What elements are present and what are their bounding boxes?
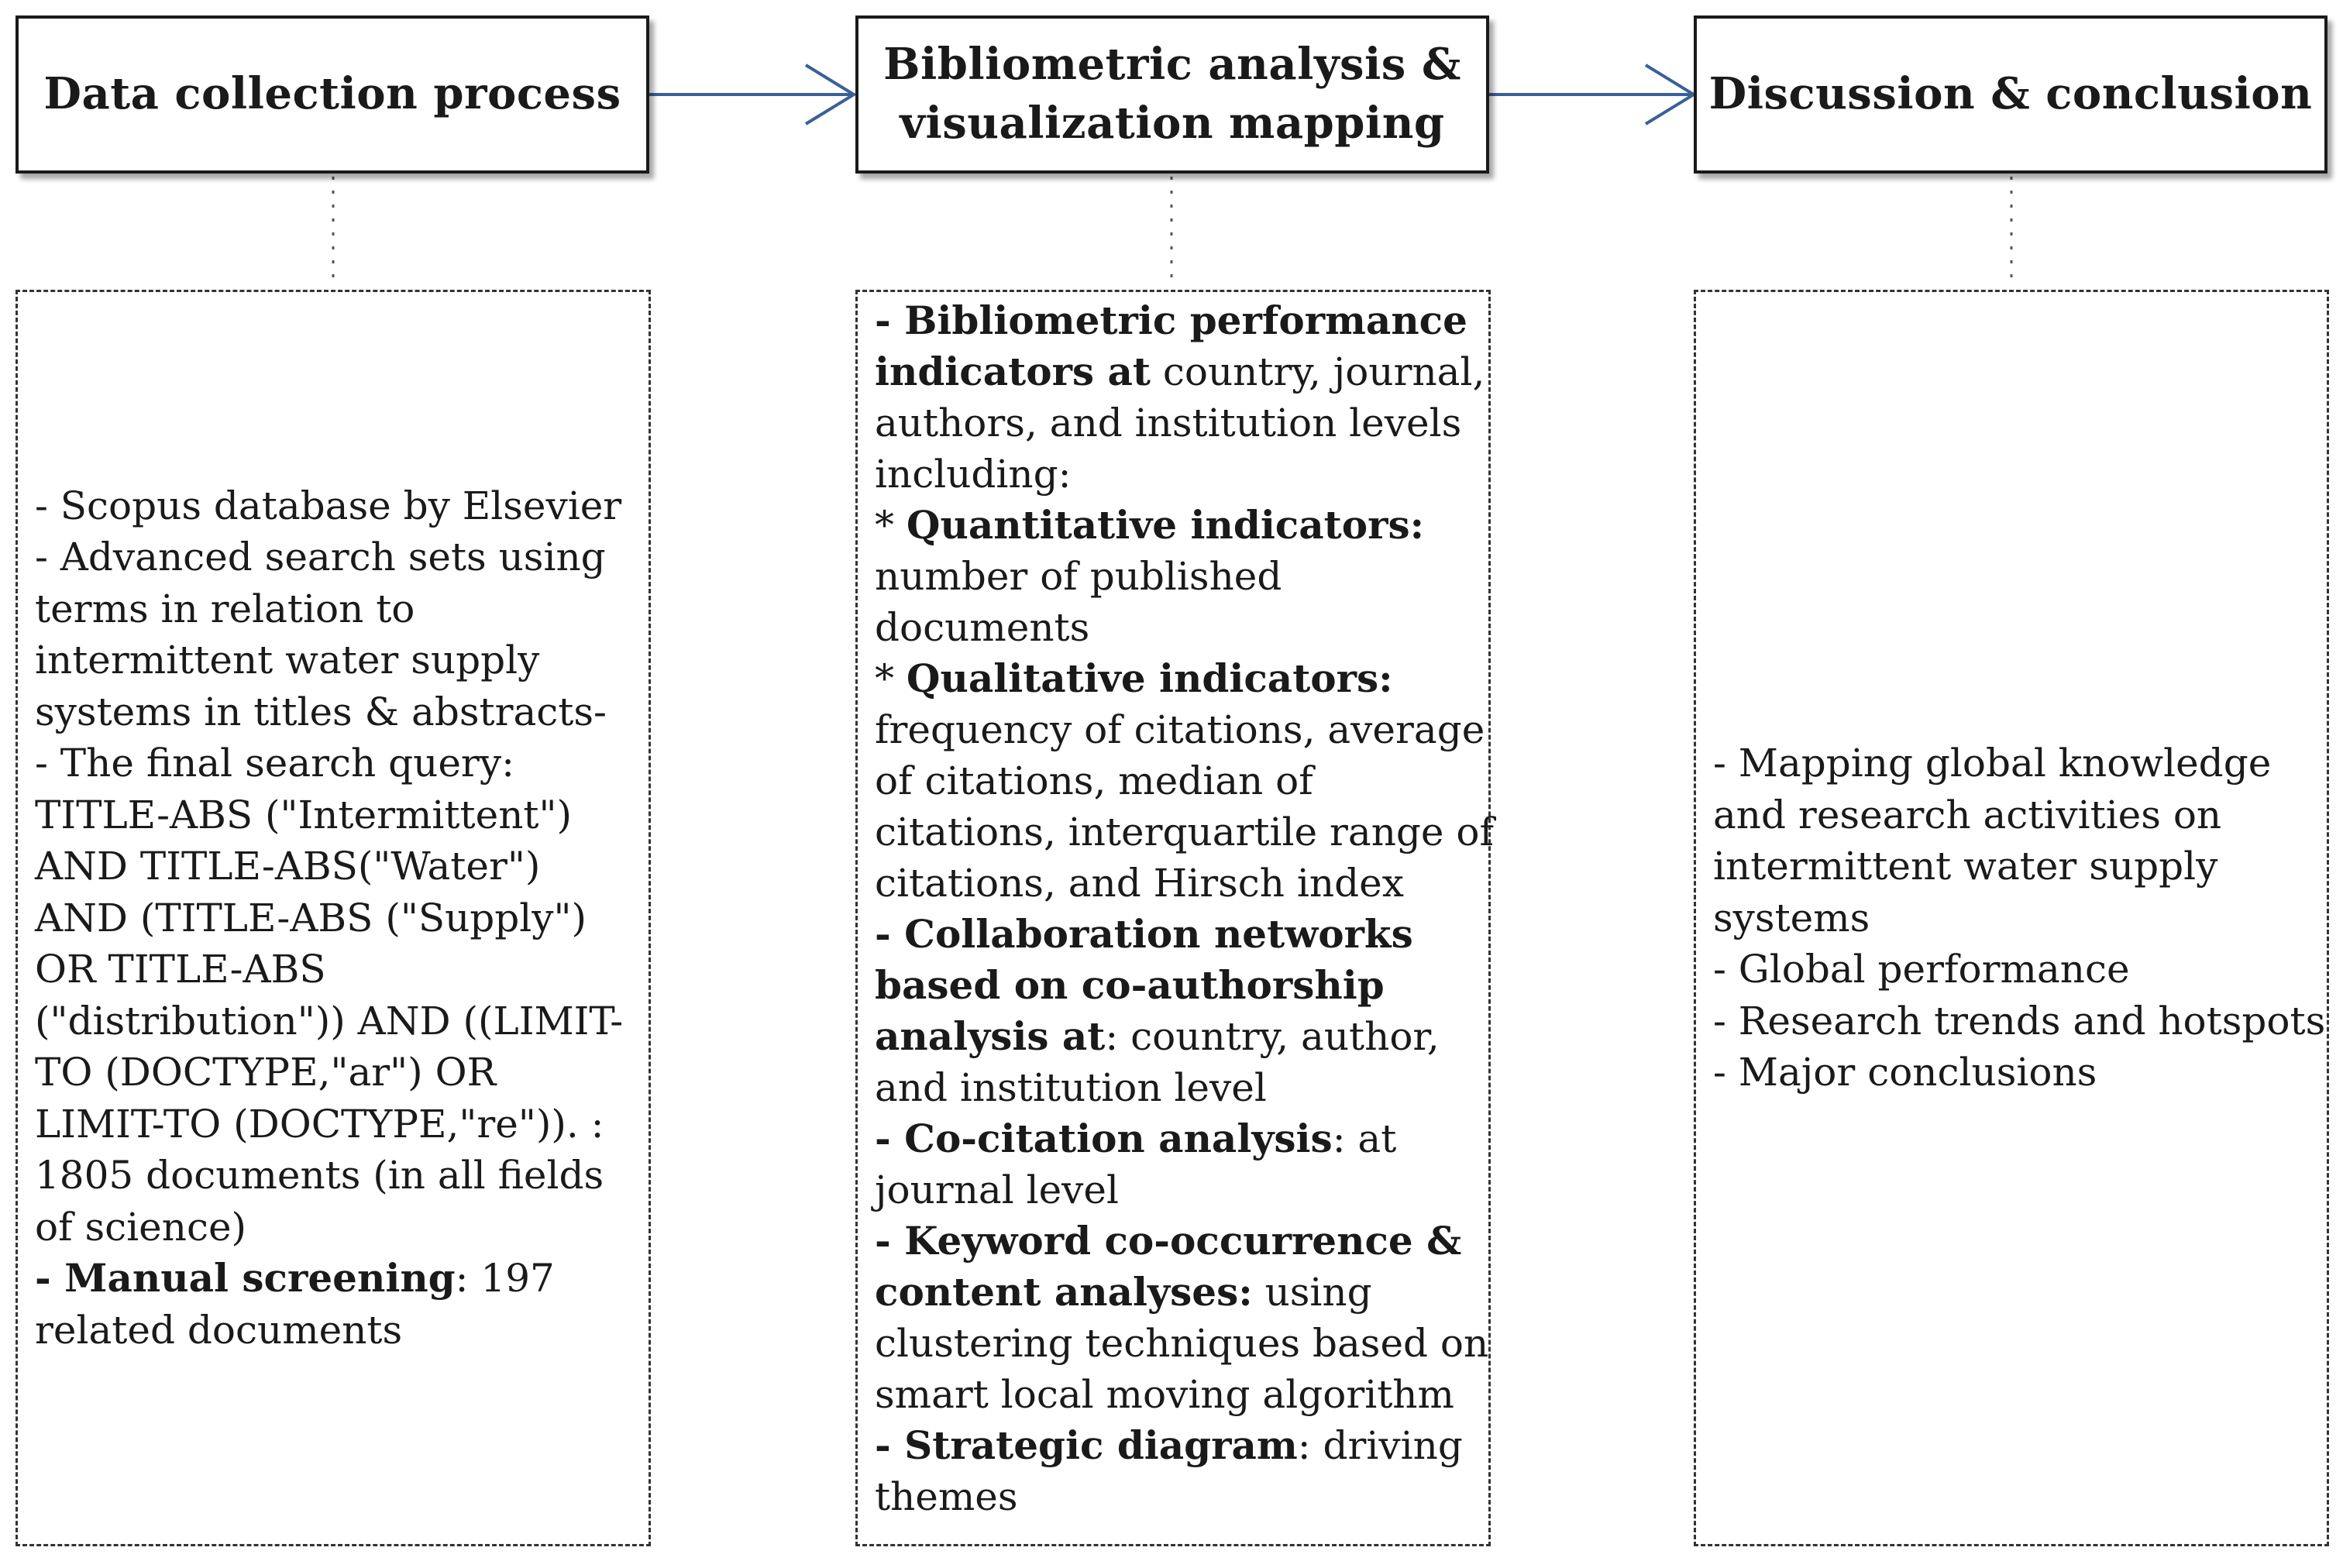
detail-text: : country, author, bbox=[1105, 1014, 1440, 1059]
detail-line bbox=[35, 1047, 633, 1099]
step-3-title-box bbox=[1694, 15, 2328, 174]
detail-text: clustering techniques based on bbox=[875, 1321, 1489, 1366]
step-2-detail-box bbox=[855, 290, 1494, 1546]
step-2-title-line: visualization mapping bbox=[900, 98, 1445, 149]
detail-text: frequency of citations, average bbox=[875, 707, 1485, 752]
detail-text: themes bbox=[875, 1474, 1018, 1519]
detail-line bbox=[35, 944, 633, 995]
detail-line bbox=[35, 1099, 633, 1150]
detail-line bbox=[875, 1164, 1473, 1216]
detail-text: systems bbox=[1713, 895, 1870, 940]
detail-line bbox=[35, 480, 633, 532]
detail-text: AND (TITLE-ABS ("Supply") bbox=[35, 895, 587, 940]
detail-text: TITLE-ABS ("Intermittent") bbox=[35, 792, 572, 837]
detail-line bbox=[875, 960, 1473, 1011]
detail-text: citations, and Hirsch index bbox=[875, 861, 1404, 906]
detail-text-bold: - Collaboration networks bbox=[875, 911, 1413, 957]
detail-text: : driving bbox=[1297, 1423, 1463, 1468]
detail-text: : 197 bbox=[455, 1256, 555, 1302]
detail-text: of citations, median of bbox=[875, 758, 1313, 803]
detail-line bbox=[875, 397, 1473, 449]
detail-text: - Advanced search sets using bbox=[35, 535, 606, 580]
detail-line bbox=[1713, 892, 2311, 944]
detail-text: - Mapping global knowledge bbox=[1713, 741, 2272, 786]
detail-text: documents bbox=[875, 605, 1090, 650]
detail-text: journal level bbox=[875, 1167, 1120, 1212]
step-2-title-line: Bibliometric analysis & bbox=[883, 39, 1461, 91]
detail-line bbox=[35, 1253, 633, 1305]
detail-text: 1805 documents (in all fields bbox=[35, 1153, 604, 1198]
detail-line bbox=[875, 909, 1473, 960]
detail-line bbox=[35, 1305, 633, 1357]
detail-text-bold: - Co-citation analysis bbox=[875, 1116, 1333, 1161]
detail-text: number of published bbox=[875, 554, 1282, 599]
detail-text: smart local moving algorithm bbox=[875, 1372, 1454, 1417]
detail-line bbox=[875, 1420, 1473, 1471]
detail-line bbox=[875, 806, 1494, 858]
detail-line bbox=[1713, 738, 2311, 789]
detail-line bbox=[875, 653, 1473, 704]
detail-line bbox=[35, 531, 633, 583]
arrow-1 bbox=[649, 65, 854, 124]
detail-text: * bbox=[875, 503, 907, 548]
detail-text-bold: Qualitative indicators: bbox=[906, 655, 1393, 701]
detail-line bbox=[875, 755, 1473, 806]
step-3-detail-box bbox=[1694, 290, 2329, 1546]
detail-line bbox=[35, 1150, 633, 1202]
detail-text: intermittent water supply bbox=[35, 638, 540, 683]
detail-line bbox=[35, 634, 633, 686]
detail-line bbox=[875, 346, 1485, 397]
detail-text: using bbox=[1252, 1270, 1372, 1315]
detail-text: : at bbox=[1332, 1116, 1397, 1161]
detail-text: related documents bbox=[35, 1307, 403, 1353]
detail-text-bold: content analyses: bbox=[875, 1269, 1253, 1315]
detail-line bbox=[35, 686, 633, 738]
detail-text-bold: - Manual screening bbox=[35, 1255, 456, 1302]
detail-text-bold: Quantitative indicators: bbox=[906, 502, 1425, 548]
step-2-title-box bbox=[855, 15, 1489, 174]
detail-line bbox=[875, 295, 1473, 346]
detail-text: - Research trends and hotspots bbox=[1713, 998, 2326, 1044]
detail-text: - Scopus database by Elsevier bbox=[35, 483, 622, 528]
detail-line bbox=[35, 789, 633, 841]
detail-line bbox=[1713, 1047, 2311, 1099]
detail-text: - The final search query: bbox=[35, 741, 514, 786]
detail-text: TO (DOCTYPE,"ar") OR bbox=[35, 1050, 497, 1095]
detail-line bbox=[1713, 789, 2311, 841]
detail-line bbox=[1713, 841, 2311, 892]
detail-text: and institution level bbox=[875, 1065, 1267, 1110]
detail-text-bold: indicators at bbox=[875, 349, 1151, 394]
detail-text: citations, interquartile range of bbox=[875, 810, 1494, 854]
detail-line bbox=[1713, 995, 2326, 1047]
detail-line bbox=[875, 1216, 1473, 1267]
detail-line bbox=[35, 892, 633, 944]
detail-line bbox=[875, 551, 1473, 602]
detail-line bbox=[875, 1011, 1473, 1062]
detail-text: OR TITLE-ABS bbox=[35, 947, 326, 992]
detail-line bbox=[875, 1113, 1473, 1164]
detail-text: systems in titles & abstracts- bbox=[35, 689, 607, 734]
detail-line bbox=[875, 449, 1473, 500]
detail-text: of science) bbox=[35, 1204, 247, 1250]
step-3-title-line: Discussion & conclusion bbox=[1708, 68, 2313, 120]
detail-line bbox=[875, 858, 1473, 909]
detail-line bbox=[35, 738, 633, 789]
detail-text-bold: - Strategic diagram bbox=[875, 1422, 1298, 1468]
detail-line bbox=[35, 841, 633, 892]
detail-text: - Global performance bbox=[1713, 947, 2130, 992]
detail-text: country, journal, bbox=[1150, 349, 1485, 394]
detail-text: - Major conclusions bbox=[1713, 1050, 2097, 1095]
detail-line bbox=[875, 1318, 1489, 1369]
step-1-title-line: Data collection process bbox=[43, 68, 621, 120]
detail-text: intermittent water supply bbox=[1713, 844, 2218, 889]
arrow-2 bbox=[1488, 65, 1694, 124]
detail-text: including: bbox=[875, 452, 1072, 497]
detail-text: ("distribution")) AND ((LIMIT- bbox=[35, 998, 624, 1044]
detail-text: and research activities on bbox=[1713, 792, 2222, 837]
detail-line bbox=[35, 995, 633, 1047]
detail-line bbox=[1713, 944, 2311, 995]
detail-text: AND TITLE-ABS("Water") bbox=[35, 844, 541, 889]
detail-line bbox=[875, 602, 1473, 653]
detail-text-bold: analysis at bbox=[875, 1013, 1106, 1059]
detail-line bbox=[875, 1471, 1473, 1522]
detail-text: * bbox=[875, 656, 907, 701]
detail-text-bold: - Bibliometric performance bbox=[875, 297, 1467, 343]
detail-text: authors, and institution levels bbox=[875, 401, 1462, 445]
detail-line bbox=[875, 1267, 1473, 1318]
detail-line bbox=[875, 704, 1485, 755]
detail-line bbox=[875, 1369, 1473, 1420]
detail-line bbox=[875, 1062, 1473, 1113]
detail-text: LIMIT-TO (DOCTYPE,"re")). : bbox=[35, 1101, 604, 1147]
detail-line bbox=[35, 1202, 633, 1253]
detail-text-bold: based on co-authorship bbox=[875, 962, 1385, 1008]
detail-text: terms in relation to bbox=[35, 586, 415, 631]
detail-line bbox=[35, 583, 633, 635]
step-1-title-box bbox=[15, 15, 649, 174]
step-1-detail-box bbox=[15, 290, 651, 1546]
detail-line bbox=[875, 500, 1473, 551]
detail-text-bold: - Keyword co-occurrence & bbox=[875, 1218, 1462, 1264]
